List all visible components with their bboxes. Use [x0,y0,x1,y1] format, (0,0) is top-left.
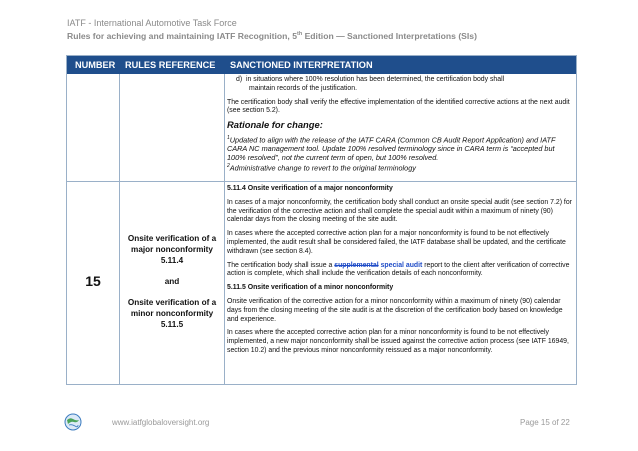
section-heading-5-11-5: 5.11.5 Onsite verification of a minor nonconformity [227,284,394,292]
column-divider [224,74,225,384]
col-header-rules-reference: RULES REFERENCE [125,60,216,70]
section-heading-5-11-4: 5.11.4 Onsite verification of a major nonconformity [227,185,393,192]
ref-title-major: Onsite verification of a major nonconformity [127,234,217,254]
ref-and: and [164,277,180,286]
ref-section-minor: 5.11.5 [160,320,184,329]
rationale-note-2: $^2$Administrative change to revert to the original terminology [227,163,416,173]
row-15-interpretation [227,185,572,361]
row-divider [67,181,576,182]
verification-paragraph: The certification body shall verify the effective implementation of the identified corrective actions at the next audit (see section 5.2). [227,98,570,115]
iatf-globe-logo-icon [64,413,82,431]
paragraph-with-revision: The certification body shall issue a supplemental special audit report to the client after verification of corrective action is complete, which shall include the verification details of each nonconformity. [227,261,570,278]
deleted-text: supplemental [334,261,379,269]
footer-url[interactable]: www.iatfglobaloversight.org [112,418,210,427]
list-item-d-continued: maintain records of the justification. [249,84,358,92]
rationale-note-1: $^1$Updated to align with the release of the IATF CARA (Common CB Audit Report Application) and IATF CARA NC management tool. Update 100% resolved terminology since in CARA term is “accepted but 100% resolved”, not the current term of open, but 100% resolved. [227,134,556,162]
row-continuation-interpretation [227,76,572,173]
col-header-sanctioned-interpretation: SANCTIONED INTERPRETATION [230,60,373,70]
row-number: 15 [85,273,101,289]
col-header-number: NUMBER [75,60,116,70]
document-title-header: Rules for achieving and maintaining IATF Recognition, 5th Edition — Sanctioned Interpretations (SIs) [67,31,477,41]
paragraph: In cases where the accepted corrective action plan for a minor nonconformity is found to be not effectively implemented, a new major nonconformity shall be issued against the corrective action process (see IATF 16949, section 10.2) and the previous minor nonconformity reissued as a major nonconformity. [227,329,569,354]
interpretations-table [66,55,577,385]
list-item-d: d) in situations where 100% resolution has been determined, the certification body shall [236,76,505,83]
rules-reference [120,233,224,330]
paragraph: Onsite verification of the corrective action for a minor nonconformity within a maximum of ninety (90) calendar days from the closing meeting of the site audit is at the discretion of the certification body based on knowledge and experience. [227,297,563,323]
paragraph: In cases of a major nonconformity, the certification body shall conduct an onsite special audit (see section 7.2) for the verification of the corrective action and shall complete the special audit within a maximum of ninety (90) calendar days from the closing meeting of the site audit. [227,198,572,224]
document-org-header: IATF - International Automotive Task Force [67,18,237,28]
ref-section-major: 5.11.4 [160,256,184,265]
inserted-text: special audit [380,261,423,269]
column-divider [119,74,120,384]
paragraph: In cases where the accepted corrective action plan for a major nonconformity is found to be not effectively implemented, the audit result shall be considered failed, the IATF database shall be updated, and the certificate withdrawn (see section 8.4). [227,230,566,255]
rationale-heading: Rationale for change: [227,119,323,131]
page-number: Page 15 of 22 [520,418,570,427]
table-header-row [67,56,576,74]
ref-title-minor: Onsite verification of a minor nonconformity [127,298,217,318]
